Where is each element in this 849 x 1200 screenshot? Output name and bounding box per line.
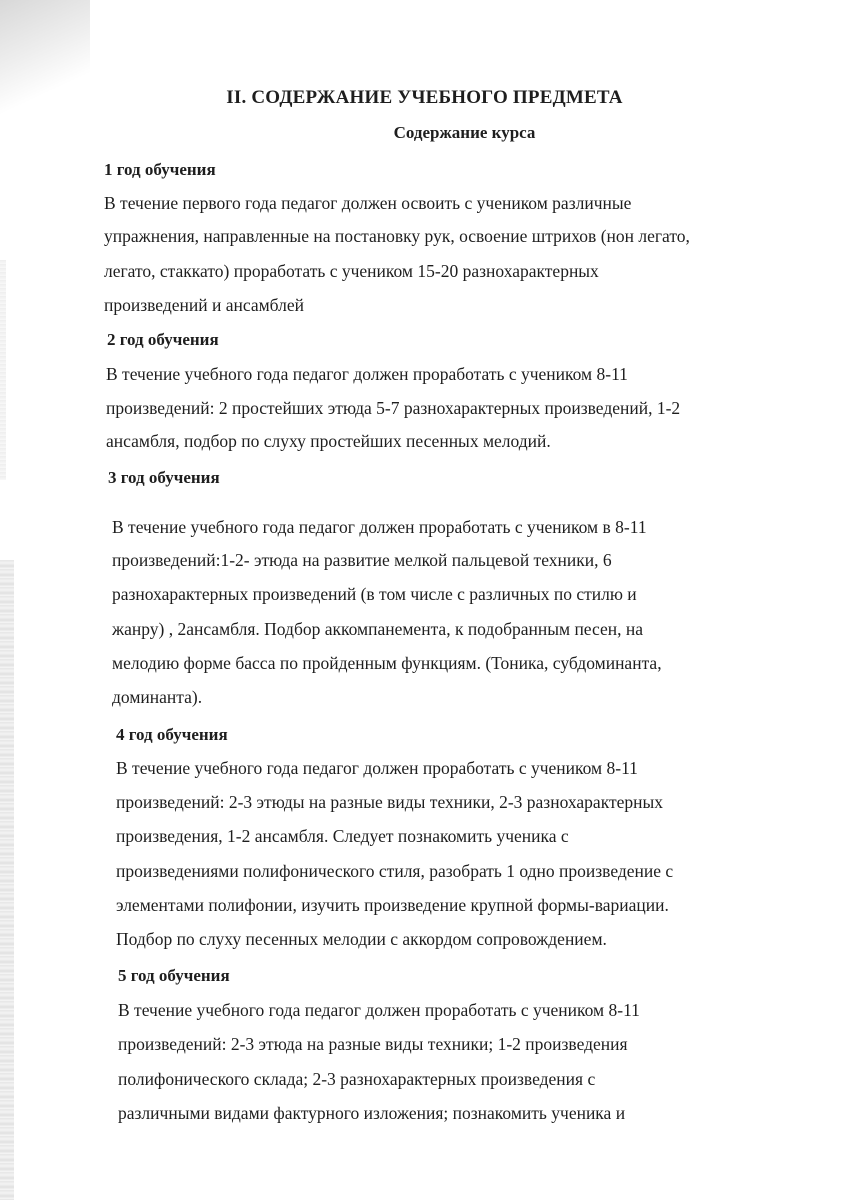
paragraph-line: произведений:1-2- этюда на развитие мелкой пальцевой техники, 6 <box>112 550 612 570</box>
paragraph-line: мелодию форме басса по пройденным функциям. (Тоника, субдоминанта, <box>112 653 662 673</box>
paragraph-line: разнохарактерных произведений (в том числе с различных по стилю и <box>112 584 637 604</box>
paragraph-line: В течение учебного года педагог должен проработать с учеником 8-11 <box>118 1000 640 1020</box>
scan-shadow-edge-lower <box>0 560 14 1200</box>
paragraph-line: В течение учебного года педагог должен проработать с учеником 8-11 <box>106 364 628 384</box>
paragraph-line: произведениями полифонического стиля, разобрать 1 одно произведение с <box>116 861 674 881</box>
paragraph-line: произведения, 1-2 ансамбля. Следует познакомить ученика с <box>116 826 569 846</box>
paragraph-line: элементами полифонии, изучить произведение крупной формы-вариации. <box>116 895 669 915</box>
paragraph-line: произведений: 2 простейших этюда 5-7 разнохарактерных произведений, 1-2 <box>106 398 681 418</box>
paragraph-line: доминанта). <box>112 687 203 707</box>
scan-shadow-edge-upper <box>0 260 6 480</box>
paragraph-line: произведений и ансамблей <box>104 295 305 315</box>
paragraph-line: полифонического склада; 2-3 разнохарактерных произведения с <box>118 1069 596 1089</box>
paragraph-line: Подбор по слуху песенных мелодии с аккордом сопровождением. <box>116 929 607 949</box>
paragraph-line: В течение первого года педагог должен освоить с учеником различные <box>104 193 632 213</box>
paragraph-line: В течение учебного года педагог должен проработать с учеником 8-11 <box>116 758 638 778</box>
paragraph-line: легато, стаккато) проработать с учеником 15-20 разнохарактерных <box>104 261 599 281</box>
page-subtitle: Содержание курса <box>393 123 536 142</box>
paragraph-line: жанру) , 2ансамбля. Подбор аккомпанемента, к подобранным песен, на <box>112 619 644 639</box>
paragraph-line: произведений: 2-3 этюды на разные виды техники, 2-3 разнохарактерных <box>116 792 664 812</box>
paragraph-line: различными видами фактурного изложения; познакомить ученика и <box>118 1103 626 1123</box>
paragraph-line: упражнения, направленные на постановку рук, освоение штрихов (нон легато, <box>104 226 690 246</box>
paragraph-line: произведений: 2-3 этюда на разные виды техники; 1-2 произведения <box>118 1034 628 1054</box>
paragraph-line: ансамбля, подбор по слуху простейших песенных мелодий. <box>106 431 551 451</box>
section-heading-year-4: 4 год обучения <box>116 725 228 744</box>
paragraph-line: В течение учебного года педагог должен проработать с учеником в 8-11 <box>112 517 647 537</box>
section-heading-year-5: 5 год обучения <box>118 966 230 985</box>
section-heading-year-3: 3 год обучения <box>108 468 220 487</box>
section-heading-year-2: 2 год обучения <box>107 330 219 349</box>
section-heading-year-1: 1 год обучения <box>104 160 216 179</box>
page-title: II. СОДЕРЖАНИЕ УЧЕБНОГО ПРЕДМЕТА <box>226 87 623 108</box>
